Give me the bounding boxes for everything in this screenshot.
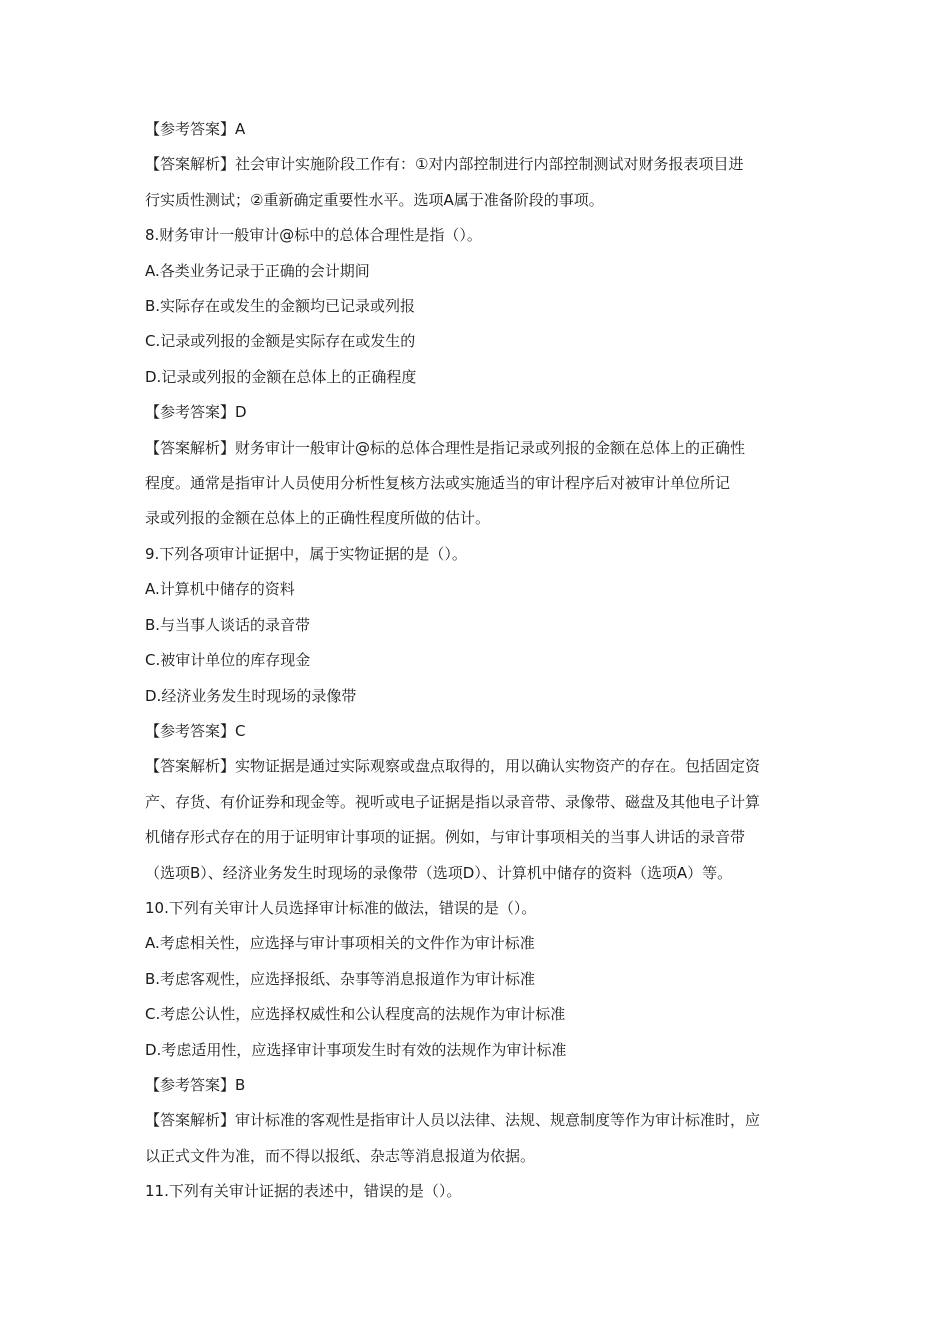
option-d: D.经济业务发生时现场的录像带 — [145, 686, 357, 705]
option-b: B.实际存在或发生的金额均已记录或列报 — [145, 297, 416, 316]
analysis-line: 机储存形式存在的用于证明审计事项的证据。例如，与审计事项相关的当事人讲话的录音带 — [145, 828, 746, 847]
option-a: A.考虑相关性，应选择与审计事项相关的文件作为审计标准 — [145, 934, 535, 953]
option-b: B.考虑客观性，应选择报纸、杂事等消息报道作为审计标准 — [145, 969, 536, 988]
analysis-line: 【答案解析】实物证据是通过实际观察或盘点取得的，用以确认实物资产的存在。包括固定资 — [145, 757, 761, 776]
option-c: C.记录或列报的金额是实际存在或发生的 — [145, 332, 416, 351]
analysis-line: 【答案解析】财务审计一般审计@标的总体合理性是指记录或列报的金额在总体上的正确性 — [145, 438, 746, 457]
analysis-line: 程度。通常是指审计人员使用分析性复核方法或实施适当的审计程序后对被审计单位所记 — [145, 474, 731, 493]
document-page — [145, 112, 810, 1210]
option-c: C.被审计单位的库存现金 — [145, 651, 311, 670]
option-b: B.与当事人谈话的录音带 — [145, 615, 311, 634]
answer-line: 【参考答案】D — [145, 403, 247, 422]
analysis-line: 产、存货、有价证券和现金等。视听或电子证据是指以录音带、录像带、磁盘及其他电子计算 — [145, 792, 761, 811]
question-10: 10.下列有关审计人员选择审计标准的做法，错误的是（）。 — [145, 898, 537, 917]
analysis-line: 录或列报的金额在总体上的正确性程度所做的估计。 — [145, 509, 491, 528]
question-9: 9.下列各项审计证据中，属于实物证据的是（）。 — [145, 544, 467, 563]
option-a: A.各类业务记录于正确的会计期间 — [145, 261, 370, 280]
option-d: D.记录或列报的金额在总体上的正确程度 — [145, 367, 417, 386]
analysis-line: （选项B）、经济业务发生时现场的录像带（选项D）、计算机中储存的资料（选项A）等。 — [145, 863, 733, 882]
analysis-line: 行实质性测试；②重新确定重要性水平。选项A属于准备阶段的事项。 — [145, 190, 604, 209]
analysis-line: 【答案解析】社会审计实施阶段工作有：①对内部控制进行内部控制测试对财务报表项目进 — [145, 155, 744, 174]
answer-line: 【参考答案】B — [145, 1075, 246, 1094]
option-c: C.考虑公认性，应选择权威性和公认程度高的法规作为审计标准 — [145, 1005, 566, 1024]
analysis-line: 以正式文件为准，而不得以报纸、杂志等消息报道为依据。 — [145, 1146, 536, 1165]
option-d: D.考虑适用性，应选择审计事项发生时有效的法规作为审计标准 — [145, 1040, 567, 1059]
option-a: A.计算机中储存的资料 — [145, 580, 295, 599]
question-11: 11.下列有关审计证据的表述中，错误的是（）。 — [145, 1182, 462, 1201]
answer-line: 【参考答案】C — [145, 721, 246, 740]
answer-line: 【参考答案】A — [145, 120, 246, 138]
analysis-line: 【答案解析】审计标准的客观性是指审计人员以法律、法规、规意制度等作为审计标准时，应 — [145, 1111, 761, 1130]
question-8: 8.财务审计一般审计@标中的总体合理性是指（）。 — [145, 226, 482, 245]
